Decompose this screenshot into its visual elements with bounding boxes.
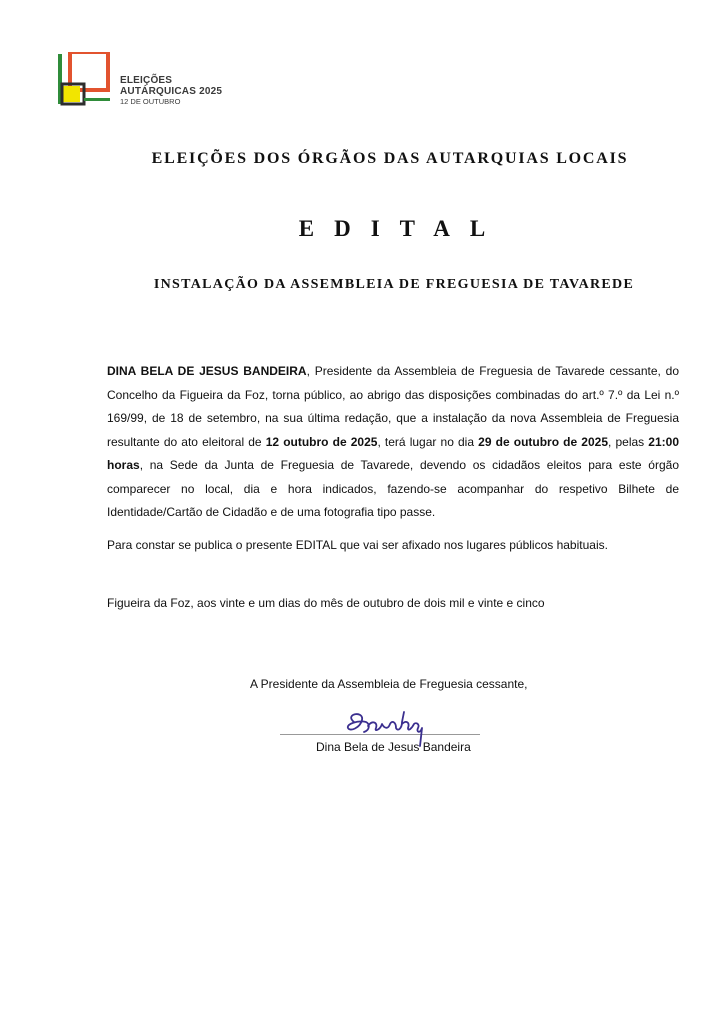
installation-date: 29 de outubro de 2025 (478, 434, 609, 449)
place-and-date: Figueira da Foz, aos vinte e um dias do mês de outubro de dois mil e vinte e cinco (107, 596, 545, 610)
logo-line-2: AUTÁRQUICAS 2025 (120, 85, 223, 97)
logo-line-3: 12 DE OUTUBRO (120, 97, 181, 106)
publication-notice: Para constar se publica o presente EDITAL que vai ser afixado nos lugares públicos habituais. (107, 538, 608, 552)
logo-line-1: ELEIÇÕES (120, 75, 173, 86)
document-title: ELEIÇÕES DOS ÓRGÃOS DAS AUTARQUIAS LOCAIS (151, 150, 629, 167)
election-date: 12 outubro de 2025 (265, 434, 378, 449)
paragraph-text-c: , pelas (608, 434, 649, 449)
paragraph-text-d: , na Sede da Junta de Freguesia de Tavarede, devendo os cidadãos eleitos para este órgão comparecer no local, dia e hora indicados, fazendo-se acompanhar do respetivo Bilhete de Identidade/Cartão de Cidadão e de uma fotografia tipo passe. (107, 458, 679, 519)
elections-logo-text (120, 76, 222, 106)
main-paragraph (107, 360, 679, 525)
signatory-title: A Presidente da Assembleia de Freguesia cessante, (250, 677, 528, 691)
paragraph-text-a: , Presidente da Assembleia de Freguesia de Tavarede cessante, do Concelho da Figueira da Foz, torna público, ao abrigo das disposições combinadas do art.º 7.º da Lei n.º 169/99, de 18 de setembro, na sua última redação, que a instalação da nova Assembleia de Freguesia resultante do ato eleitoral de (107, 364, 679, 449)
document-type: EDITAL (298, 216, 506, 241)
installation-time: 21:00 horas (107, 434, 679, 472)
document-subtitle: INSTALAÇÃO DA ASSEMBLEIA DE FREGUESIA DE TAVAREDE (153, 277, 635, 292)
signatory-name: Dina Bela de Jesus Bandeira (316, 740, 471, 754)
president-name: DINA BELA DE JESUS BANDEIRA (107, 364, 307, 378)
paragraph-text-b: , terá lugar no dia (377, 434, 479, 449)
elections-logo (58, 52, 228, 108)
elections-logo-mark (58, 52, 112, 106)
